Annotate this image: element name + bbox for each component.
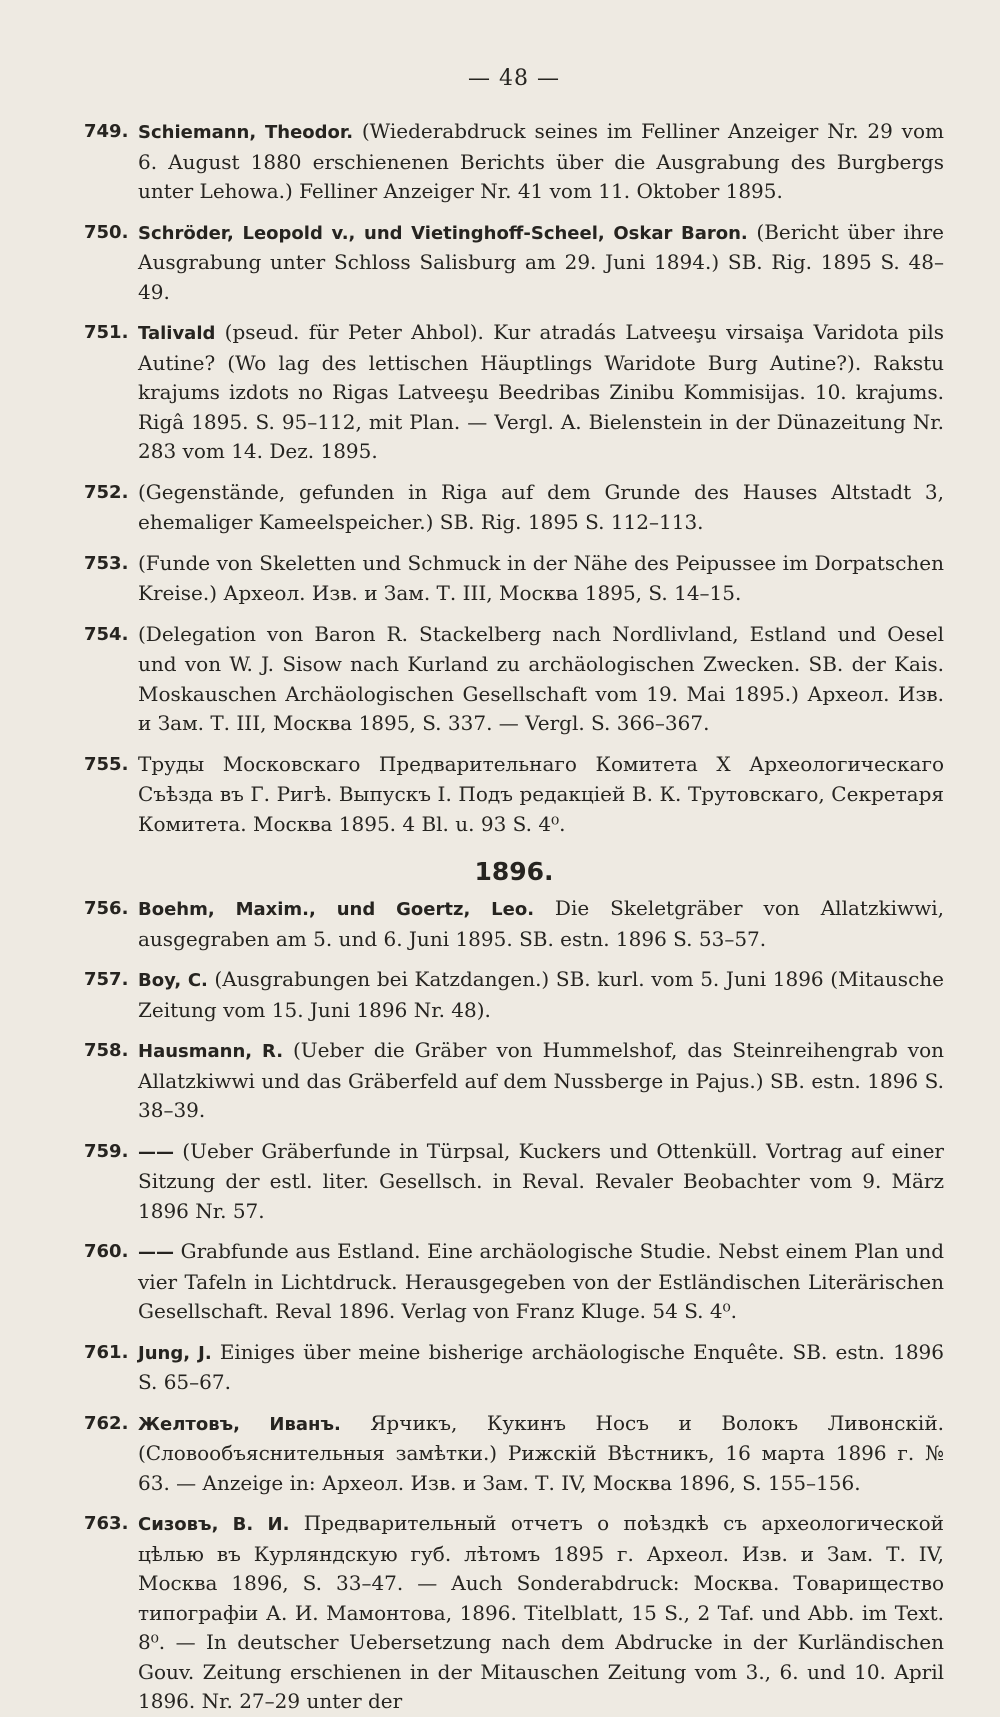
bibliography-entry [84,318,944,467]
entries-1895 [84,117,944,839]
entry-text: Труды Московскаго Предварительнаго Комитета X Археологическаго Съѣзда въ Г. Ригѣ. Выпускъ I. Подъ редакціей В. К. Трутовскаго, Секретаря Комитета. Москва 1895. 4 Bl. u. 93 S. 4⁰. [138,751,944,836]
entry-text: Grabfunde aus Estland. Eine archäologische Studie. Nebst einem Plan und vier Tafeln in Lichtdruck. Herausgegeben von der Estländischen Literärischen Gesellschaft. Reval 1896. Verlag von Franz Kluge. 54 S. 4⁰. [138,1239,944,1323]
entry-number: 751. [84,322,129,343]
entry-text: (Gegenstände, gefunden in Riga auf dem Grunde des Hauses Altstadt 3, ehemaliger Kameelspeicher.) SB. Rig. 1895 S. 112–113. [138,479,944,534]
entry-text: Ярчикъ, Кукинъ Носъ и Волокъ Ливонскій. (Словообъяснительныя замѣтки.) Рижскій Вѣстникъ, 16 марта 1896 г. № 63. — Anzeige in: Археол. Изв. и Зам. Т. IV, Москва 1896, S. 155–156. [138,1410,945,1495]
year-heading: 1896. [474,857,554,886]
bibliography-entry [84,1137,944,1227]
bibliography-entry [84,894,944,954]
entry-number: 760. [84,1241,129,1262]
entry-text: (Delegation von Baron R. Stackelberg nach Nordlivland, Estland und Oesel und von W. J. Sisow nach Kurland zu archäologischen Zwecken. SB. der Kais. Moskauschen Archäologischen Gesellschaft vom 19. Mai 1895.) Археол. Изв. и Зам. Т. III, Москва 1895, S. 337. — Vergl. S. 366–367. [138,621,944,735]
entry-number: 761. [84,1341,129,1363]
bibliography-entry [84,750,944,840]
bibliography-entry [84,1338,944,1398]
entry-number: 754. [84,623,129,645]
entry-author: Желтовъ, Иванъ. [138,1413,371,1435]
bibliography-entry [84,549,944,609]
entry-number: 752. [84,481,129,503]
entry-number: 758. [84,1040,129,1061]
entry-text: (pseud. für Peter Ahbol). Kur atradás Latveeşu virsaişa Varidota pils Autine? (Wo lag des lettischen Häuptlings Waridote Burg Autine?). Rakstu krajums izdots no Rigas Latveeşu Beedribas Zinibu Kommisijas. 10. krajums. Rigâ 1895. S. 95–112, mit Plan. — Vergl. A. Bielenstein in der Dünazeitung Nr. 283 vom 14. Dez. 1895. [138,320,944,463]
entry-author: Schiemann, Theodor. [138,122,362,143]
entry-author: Schröder, Leopold v., und Vietinghoff-Scheel, Oskar Baron. [138,222,757,244]
bibliography-entry [84,1237,944,1327]
entry-text: (Funde von Skeletten und Schmuck in der Nähe des Peipussee im Dorpatschen Kreise.) Археол. Изв. и Зам. Т. III, Москва 1895, S. 14–15. [138,550,944,605]
entry-text: (Ueber Gräberfunde in Türpsal, Kuckers und Ottenküll. Vortrag auf einer Sitzung der estl. liter. Gesellsch. in Reval. Revaler Beobachter vom 9. März 1896 Nr. 57. [138,1138,944,1223]
page-number: — 48 — [468,66,560,91]
entries-1896 [84,894,944,1717]
bibliography-entry [84,965,944,1025]
entry-author: Talivald [138,323,225,344]
entry-author: Сизовъ, В. И. [138,1514,304,1535]
entry-author: Boy, C. [138,970,215,991]
entry-author: Boehm, Maxim., und Goertz, Leo. [138,899,555,920]
entry-number: 749. [84,121,129,142]
bibliography-entry [84,478,944,538]
bibliography-entry [84,218,944,308]
entry-text: Einiges über meine bisherige archäologische Enquête. SB. estn. 1896 S. 65–67. [138,1339,944,1394]
entry-text: Предварительный отчетъ о поѣздкѣ съ археологической цѣлью въ Курляндскую губ. лѣтомъ 1895 г. Археол. Изв. и Зам. Т. IV, Москва 1896, S. 33–47. — Auch Sonderabdruck: Москва. Товарищество типографіи А. И. Мамонтова, 1896. Titelblatt, 15 S., 2 Taf. und Abb. im Text. 8⁰. — In deutscher Uebersetzung nach dem Abdrucke in der Kurländischen Gouv. Zeitung erschienen in der Mitauschen Zeitung vom 3., 6. und 10. April 1896. Nr. 27–29 unter der [138,1511,944,1713]
entry-number: 755. [84,753,129,775]
entry-number: 750. [84,221,129,243]
entry-number: 756. [84,898,129,919]
bibliography-entry [84,1509,944,1717]
entry-number: 759. [84,1140,129,1162]
entry-text: (Ausgrabungen bei Katzdangen.) SB. kurl. vom 5. Juni 1896 (Mitausche Zeitung vom 15. Juni 1896 Nr. 48). [138,967,944,1022]
entry-author: —— [138,1141,183,1163]
bibliography-entry [84,620,944,739]
entry-number: 753. [84,552,129,574]
entry-number: 763. [84,1513,129,1534]
entry-number: 762. [84,1412,129,1434]
bibliography-entry [84,117,944,207]
entry-number: 757. [84,969,129,990]
entry-author: —— [138,1242,181,1263]
entry-author: Hausmann, R. [138,1041,293,1062]
bibliography-entry [84,1409,944,1499]
entry-text: (Wiederabdruck seines im Felliner Anzeiger Nr. 29 vom 6. August 1880 erschienenen Berichts über die Ausgrabung des Burgbergs unter Lehowa.) Felliner Anzeiger Nr. 41 vom 11. Oktober 1895. [138,119,944,203]
entry-author: Jung, J. [138,1342,220,1364]
entry-text: Die Skeletgräber von Allatzkiwwi, ausgegraben am 5. und 6. Juni 1895. SB. estn. 1896 S. 53–57. [138,896,944,951]
entry-text: (Ueber die Gräber von Hummelshof, das Steinreihengrab von Allatzkiwwi und das Gräberfeld auf dem Nussberge in Pajus.) SB. estn. 1896 S. 38–39. [138,1038,944,1122]
entry-text: (Bericht über ihre Ausgrabung unter Schloss Salisburg am 29. Juni 1894.) SB. Rig. 1895 S. 48–49. [138,219,944,304]
bibliography-entry [84,1036,944,1126]
